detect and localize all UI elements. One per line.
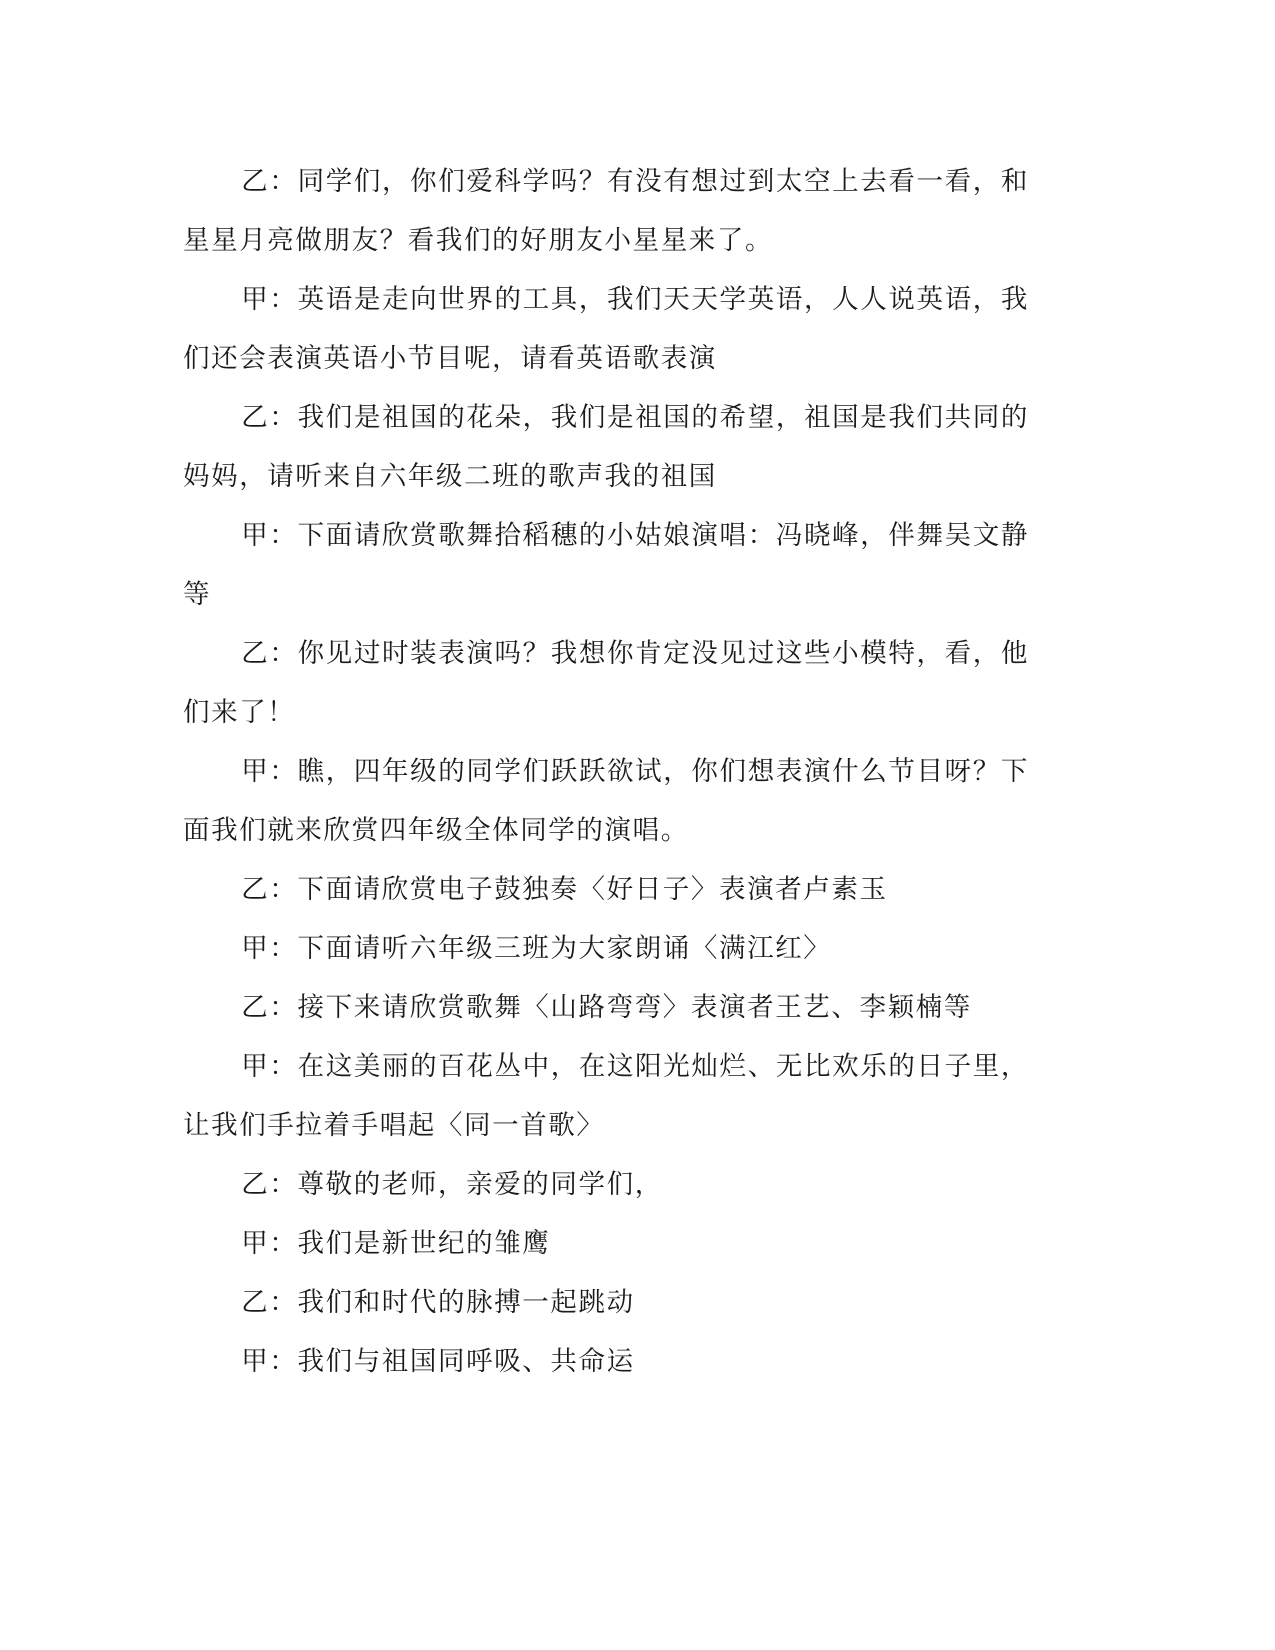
paragraph-9: 乙：接下来请欣赏歌舞〈山路弯弯〉表演者王艺、李颖楠等 xyxy=(241,992,972,1023)
paragraph-14: 甲：我们与祖国同呼吸、共命运 xyxy=(241,1346,635,1377)
paragraph-1: 乙：同学们，你们爱科学吗？有没有想过到太空上去看一看，和星星月亮做朋友？看我们的好朋友小星星来了。 xyxy=(183,166,1029,256)
paragraph-8: 甲：下面请听六年级三班为大家朗诵〈满江红〉 xyxy=(241,933,832,964)
paragraph-7: 乙：下面请欣赏电子鼓独奏〈好日子〉表演者卢素玉 xyxy=(241,874,888,905)
paragraph-12: 甲：我们是新世纪的雏鹰 xyxy=(241,1228,551,1259)
paragraph-2: 甲：英语是走向世界的工具，我们天天学英语，人人说英语，我们还会表演英语小节目呢，请看英语歌表演 xyxy=(183,284,1029,374)
paragraph-10: 甲：在这美丽的百花丛中，在这阳光灿烂、无比欢乐的日子里，让我们手拉着手唱起〈同一首歌〉 xyxy=(183,1051,1029,1141)
paragraph-3: 乙：我们是祖国的花朵，我们是祖国的希望，祖国是我们共同的妈妈，请听来自六年级二班的歌声我的祖国 xyxy=(183,402,1029,492)
paragraph-4: 甲：下面请欣赏歌舞拾稻穗的小姑娘演唱：冯晓峰，伴舞吴文静等 xyxy=(183,520,1029,610)
document-body xyxy=(183,152,1029,1391)
paragraph-13: 乙：我们和时代的脉搏一起跳动 xyxy=(241,1287,635,1318)
paragraph-6: 甲：瞧，四年级的同学们跃跃欲试，你们想表演什么节目呀？下面我们就来欣赏四年级全体同学的演唱。 xyxy=(183,756,1029,846)
paragraph-11: 乙：尊敬的老师，亲爱的同学们， xyxy=(241,1169,663,1200)
paragraph-5: 乙：你见过时装表演吗？我想你肯定没见过这些小模特，看，他们来了！ xyxy=(183,638,1029,728)
